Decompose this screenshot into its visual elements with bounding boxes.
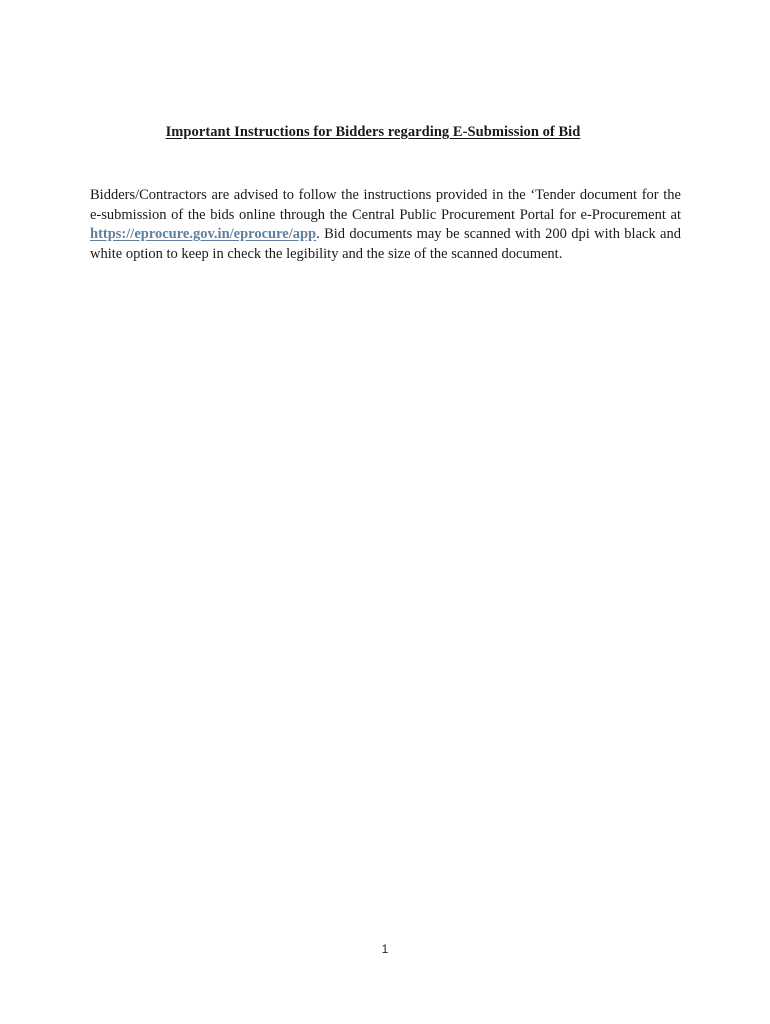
paragraph-text-before-link: Bidders/Contractors are advised to follow the instructions provided in the ‘Tender document for the e-submission of the bids online through the Central Public Procurement Portal for e-Procurement at [90,187,681,223]
document-title: Important Instructions for Bidders regarding E-Submission of Bid [165,124,581,140]
eprocure-portal-link[interactable]: https://eprocure.gov.in/eprocure/app [90,226,317,243]
instructions-paragraph [90,186,681,264]
page-number: 1 [381,942,389,956]
paragraph-text-after-link: . Bid documents may be scanned with 200 dpi with black and white option to keep in check the legibility and the size of the scanned document. [90,226,681,262]
